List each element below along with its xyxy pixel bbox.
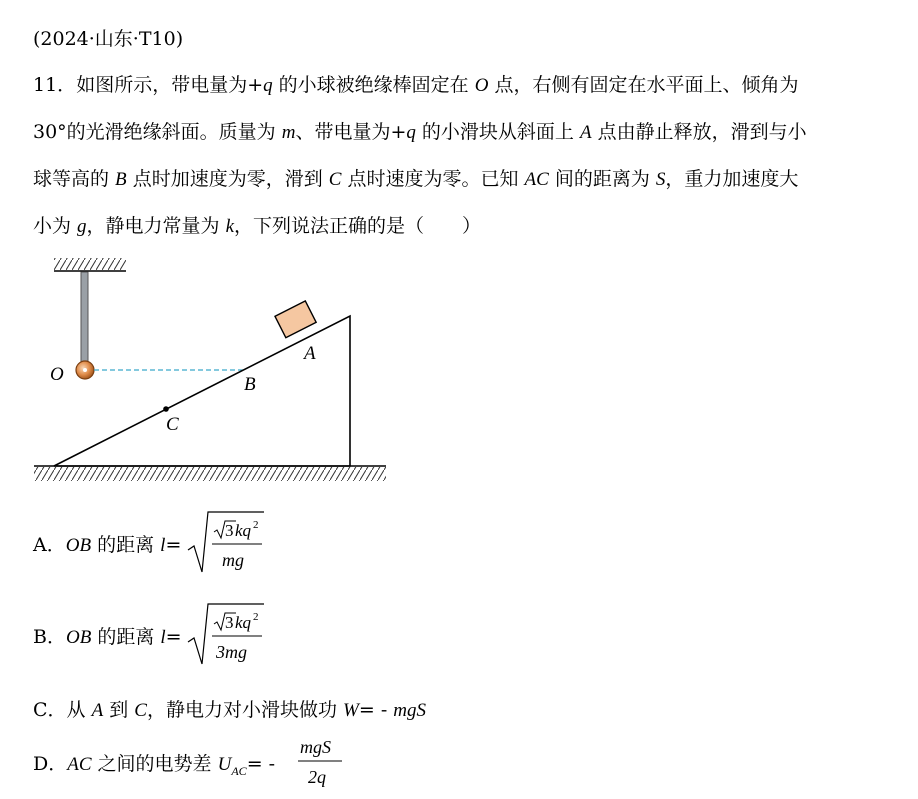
- kq: kq: [235, 521, 252, 540]
- exponent-2: 2: [253, 611, 259, 623]
- option-D-formula: [296, 734, 346, 792]
- var-OB: OB: [65, 535, 92, 556]
- option-A[interactable]: [33, 530, 181, 557]
- equals: =: [165, 534, 182, 556]
- physics-diagram: [30, 250, 390, 490]
- exponent-2: 2: [253, 519, 259, 531]
- question-line-3: [33, 164, 798, 191]
- option-letter: A．: [33, 534, 66, 556]
- ceiling-hatch: [54, 258, 126, 270]
- question-line-1: [33, 70, 798, 97]
- denominator: mg: [222, 550, 244, 570]
- text: 如图所示，带电量为+: [76, 74, 264, 96]
- var-OB: OB: [65, 627, 92, 648]
- label-C: C: [166, 414, 179, 435]
- var-g: g: [77, 216, 87, 237]
- option-A-formula: [186, 508, 266, 576]
- text: 从: [66, 699, 92, 721]
- var-C: C: [134, 700, 147, 721]
- text: 点由静止释放，滑到与小: [591, 121, 807, 143]
- var-A: A: [579, 122, 592, 143]
- var-AC: AC: [524, 169, 549, 190]
- var-C: C: [328, 169, 342, 190]
- ground-hatch: [34, 467, 386, 481]
- text: 的小球被绝缘棒固定在: [272, 74, 475, 96]
- question-line-4: [33, 211, 481, 238]
- var-AC: AC: [67, 754, 92, 775]
- var-l: l: [160, 627, 166, 648]
- block-A: [275, 301, 316, 338]
- denominator: 3mg: [216, 642, 247, 662]
- var-W: W: [343, 700, 359, 721]
- question-source: (2024·山东·T10): [33, 28, 184, 50]
- text: 的距离: [91, 534, 161, 556]
- text: 到: [103, 699, 135, 721]
- kq: kq: [235, 613, 252, 632]
- var-q: q: [406, 122, 416, 143]
- option-letter: C．: [33, 699, 67, 721]
- denominator: 2q: [308, 767, 326, 787]
- text: 间的距离为: [548, 168, 656, 190]
- var-O: O: [474, 75, 489, 96]
- sqrt-3: 3: [225, 613, 234, 632]
- option-letter: D．: [33, 753, 68, 775]
- numerator: mgS: [300, 737, 331, 757]
- text: ，静电力常量为: [86, 215, 226, 237]
- text: 的小滑块从斜面上: [415, 121, 580, 143]
- text: 30°的光滑绝缘斜面。质量为: [33, 121, 282, 143]
- label-A: A: [304, 343, 316, 364]
- option-B-formula: [186, 600, 266, 668]
- insulating-rod: [81, 272, 88, 364]
- var-q: q: [263, 75, 273, 96]
- option-D[interactable]: [33, 749, 275, 779]
- text: ，静电力对小滑块做功: [146, 699, 344, 721]
- text: 的距离: [91, 626, 161, 648]
- option-C[interactable]: [33, 695, 426, 722]
- var-l: l: [160, 535, 166, 556]
- expr-mgS: mgS: [393, 700, 427, 721]
- text: 点，右侧有固定在水平面上、倾角为: [488, 74, 799, 96]
- subscript-AC: AC: [231, 763, 247, 778]
- var-S: S: [655, 169, 666, 190]
- text: ，下列说法正确的是（ ）: [234, 215, 482, 237]
- text: 、带电量为+: [295, 121, 407, 143]
- point-C: [163, 406, 169, 412]
- text: 点时速度为零。已知: [341, 168, 525, 190]
- label-O: O: [50, 364, 64, 385]
- equals-minus: = -: [246, 753, 276, 775]
- equals: =: [165, 626, 182, 648]
- option-B[interactable]: [33, 622, 182, 649]
- var-A: A: [91, 700, 104, 721]
- var-U: U: [217, 754, 232, 775]
- ball-center: [83, 368, 87, 372]
- equals-minus: = -: [358, 699, 394, 721]
- var-m: m: [281, 122, 296, 143]
- question-number: 11．: [33, 74, 77, 96]
- var-B: B: [115, 169, 127, 190]
- label-B: B: [244, 374, 256, 395]
- option-letter: B．: [33, 626, 66, 648]
- var-k: k: [225, 216, 235, 237]
- text: 球等高的: [33, 168, 116, 190]
- text: 点时加速度为零，滑到: [126, 168, 329, 190]
- text: ，重力加速度大: [665, 168, 799, 190]
- text: 小为: [33, 215, 78, 237]
- incline: [54, 316, 350, 466]
- text: 之间的电势差: [91, 753, 218, 775]
- sqrt-3: 3: [225, 521, 234, 540]
- question-line-2: [33, 117, 807, 144]
